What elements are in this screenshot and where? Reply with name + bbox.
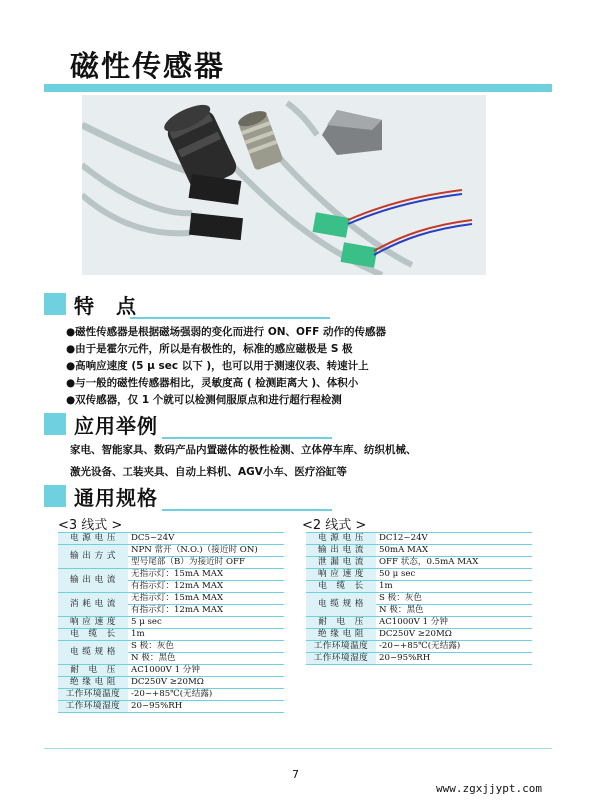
spec-value: DC12~24V	[376, 533, 532, 545]
spec-row	[58, 629, 284, 641]
spec-key: 电 源 电 压	[306, 533, 376, 545]
spec-key: 绝 缘 电 阻	[306, 629, 376, 641]
spec-key: 电 缆 规 格	[306, 593, 376, 617]
features-heading: 特 点	[44, 292, 137, 316]
two-wire-spec-table	[306, 532, 532, 665]
spec-value: 有指示灯：12mA MAX	[128, 605, 284, 617]
spec-value: 型号尾部（B）为接近时 OFF	[128, 557, 284, 569]
three-wire-spec-table	[58, 532, 284, 713]
product-photo	[82, 95, 486, 275]
spec-row	[306, 545, 532, 557]
feature-item: ●双传感器，仅 1 个就可以检测伺服原点和进行超行程检测	[66, 394, 342, 406]
specs-heading: 通用规格	[44, 484, 158, 508]
section-marker-icon	[44, 485, 66, 507]
spec-key: 输 出 电 流	[58, 569, 128, 593]
section-marker-icon	[44, 413, 66, 435]
spec-row	[306, 653, 532, 665]
spec-key: 电 源 电 压	[58, 533, 128, 545]
feature-item: ●由于是霍尔元件，所以是有极性的，标准的感应磁极是 S 极	[66, 343, 353, 355]
spec-row	[306, 533, 532, 545]
spec-value: 无指示灯：15mA MAX	[128, 593, 284, 605]
spec-row	[306, 641, 532, 653]
spec-value: S 极：灰色	[376, 593, 532, 605]
spec-key: 绝 缘 电 阻	[58, 677, 128, 689]
section-marker-icon	[44, 293, 66, 315]
spec-value: -20~+85℃(无结露)	[376, 641, 532, 653]
spec-row	[58, 677, 284, 689]
spec-key: 泄 漏 电 流	[306, 557, 376, 569]
spec-key: 工作环境湿度	[306, 653, 376, 665]
spec-key: 电 缆 长	[58, 629, 128, 641]
spec-key: 耐 电 压	[306, 617, 376, 629]
spec-key: 输 出 方 式	[58, 545, 128, 569]
spec-value: DC250V ≥20MΩ	[376, 629, 532, 641]
two-wire-title: <2 线式 >	[302, 518, 367, 533]
title-underline	[44, 84, 552, 92]
spec-value: 无指示灯：15mA MAX	[128, 569, 284, 581]
spec-row	[306, 569, 532, 581]
feature-item: ●高响应速度 (5 μ sec 以下 )，也可以用于测速仪表、转速计上	[66, 360, 369, 372]
applications-line: 激光设备、工装夹具、自动上料机、AGV小车、医疗浴缸等	[70, 466, 347, 478]
spec-row	[58, 569, 284, 581]
spec-value: 1m	[376, 581, 532, 593]
applications-heading: 应用举例	[44, 412, 158, 436]
footer-divider	[44, 748, 552, 749]
page-number: 7	[292, 768, 299, 781]
spec-value: 1m	[128, 629, 284, 641]
spec-row	[58, 665, 284, 677]
spec-value: S 极：灰色	[128, 641, 284, 653]
applications-underline	[162, 437, 332, 439]
spec-row	[58, 701, 284, 713]
site-url: www.zgxjjypt.com	[436, 782, 542, 795]
spec-row	[58, 689, 284, 701]
spec-key: 工作环境湿度	[58, 701, 128, 713]
sensor-products-image	[82, 95, 486, 275]
spec-key: 电 缆 长	[306, 581, 376, 593]
spec-row	[58, 641, 284, 653]
page-title: 磁性传感器	[70, 49, 226, 83]
spec-key: 工作环境温度	[306, 641, 376, 653]
spec-key: 消 耗 电 流	[58, 593, 128, 617]
specs-underline	[162, 509, 332, 511]
spec-value: N 极：黑色	[128, 653, 284, 665]
spec-row	[58, 545, 284, 557]
spec-value: DC250V ≥20MΩ	[128, 677, 284, 689]
three-wire-title: <3 线式 >	[58, 518, 123, 533]
spec-value: 20~95%RH	[376, 653, 532, 665]
spec-key: 电 缆 规 格	[58, 641, 128, 665]
spec-value: 20~95%RH	[128, 701, 284, 713]
spec-key: 耐 电 压	[58, 665, 128, 677]
spec-row	[58, 617, 284, 629]
spec-row	[306, 557, 532, 569]
spec-value: NPN 常开（N.O.)（接近时 ON)	[128, 545, 284, 557]
spec-row	[306, 629, 532, 641]
feature-item: ●磁性传感器是根据磁场强弱的变化而进行 ON、OFF 动作的传感器	[66, 326, 386, 338]
spec-row	[58, 533, 284, 545]
spec-value: 50 μ sec	[376, 569, 532, 581]
spec-row	[58, 593, 284, 605]
features-underline	[130, 317, 330, 319]
spec-value: -20~+85℃(无结露)	[128, 689, 284, 701]
spec-value: AC1000V 1 分钟	[128, 665, 284, 677]
spec-key: 工作环境温度	[58, 689, 128, 701]
spec-value: DC5~24V	[128, 533, 284, 545]
spec-value: OFF 状态，0.5mA MAX	[376, 557, 532, 569]
spec-key: 响 应 速 度	[306, 569, 376, 581]
spec-key: 响 应 速 度	[58, 617, 128, 629]
applications-line: 家电、智能家具、数码产品内置磁体的极性检测、立体停车库、纺织机械、	[70, 444, 417, 456]
spec-row	[306, 593, 532, 605]
spec-row	[306, 617, 532, 629]
spec-value: 有指示灯：12mA MAX	[128, 581, 284, 593]
spec-value: 5 μ sec	[128, 617, 284, 629]
spec-row	[306, 581, 532, 593]
feature-item: ●与一般的磁性传感器相比，灵敏度高 ( 检测距离大 )、体积小	[66, 377, 359, 389]
spec-value: AC1000V 1 分钟	[376, 617, 532, 629]
spec-key: 输 出 电 流	[306, 545, 376, 557]
spec-value: 50mA MAX	[376, 545, 532, 557]
spec-value: N 极：黑色	[376, 605, 532, 617]
